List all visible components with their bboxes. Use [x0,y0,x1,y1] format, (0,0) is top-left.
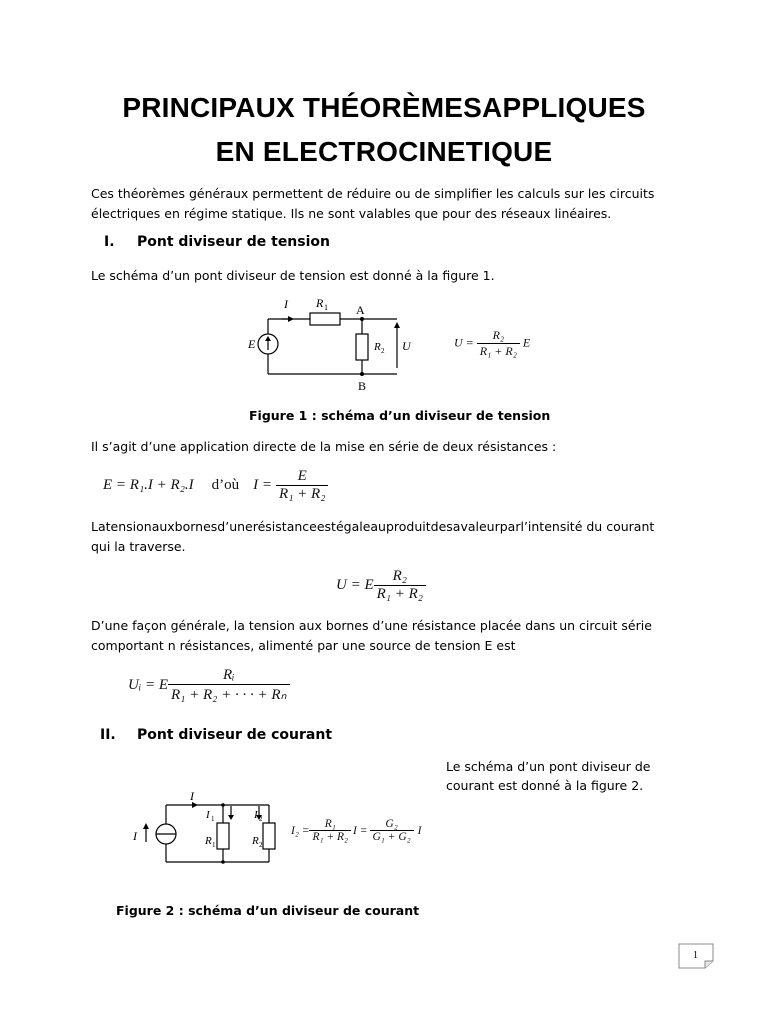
equation-2-numerator: R₂ [392,568,408,584]
formula-2-numerator-2: G₂ [385,818,398,830]
section-2-number: II. [100,727,116,743]
label-r1: R [316,296,324,310]
figure-2-caption: Figure 2 : schéma d’un diviseur de courant [116,903,420,918]
formula-denominator: R₁ + R₂ [477,343,520,359]
equation-1-denominator: R₁ + R₂ [276,485,328,503]
figure-2-formula [291,818,421,843]
label-e: E [248,337,256,351]
label-r2-fig2: R [252,835,259,847]
equation-2-lhs: U = E [336,577,374,593]
formula-2-lhs: I₂ = [291,824,310,837]
formula-numerator: R₂ [492,328,505,342]
intro-line-1: Ces théorèmes généraux permettent de réduire ou de simplifier les calculs sur les circuits [91,186,655,201]
section-2-heading: Pont diviseur de courant [137,727,333,743]
label-r1-fig2-sub: 1 [212,841,216,849]
label-i2: I [254,809,258,821]
tension-paragraph-line-1: Latensionauxbornesd’unerésistanceestégaleauproduitdesavaleurparl’intensité du courant [91,519,655,534]
label-node-a: A [356,303,365,317]
label-u: U [402,339,411,353]
general-paragraph-line-2: comportant n résistances, alimenté par une source de tension E est [91,638,516,653]
page-number-badge [678,943,714,969]
formula-rhs: E [522,335,531,350]
formula-2-mid: I = [353,824,368,837]
section-2-intro-line-1: Le schéma d’un pont diviseur de [446,759,651,774]
series-paragraph: Il s’agit d’une application directe de la mise en série de deux résistances : [91,439,557,454]
formula-2-numerator-1: R₁ [324,818,336,830]
intro-line-2: électriques en régime statique. Ils ne sont valables que pour des réseaux linéaires. [91,206,612,221]
equation-current [103,468,328,503]
current-divider-circuit [128,788,288,870]
label-i: I [284,297,288,311]
equation-general [128,667,290,704]
label-r2: R [374,341,381,353]
label-r2-fig2-sub: 2 [259,841,263,849]
section-1-heading: Pont diviseur de tension [137,234,330,250]
equation-voltage [336,568,426,603]
equation-3-denominator: R₁ + R₂ + · · · + Rₙ [168,684,290,704]
formula-lhs: U = [454,335,474,350]
label-r2-sub: 2 [381,347,385,355]
equation-1-lhs: E = R₁.I + R₂.I [103,477,194,493]
equation-1-connector: d’où [211,477,240,493]
label-i1-sub: 1 [211,815,215,823]
section-1-number: I. [104,234,115,250]
equation-3-lhs: Uᵢ = E [128,677,168,693]
figure-1-caption: Figure 1 : schéma d’un diviseur de tension [249,408,551,423]
equation-3-numerator: Rᵢ [222,667,235,683]
equation-1-lhs2: I = [253,477,273,493]
page-title-line-2: EN ELECTROCINETIQUE [215,136,553,167]
figure-1-formula [454,328,530,359]
label-node-b: B [358,379,367,393]
label-i-source: I [133,829,137,843]
general-paragraph-line-1: D’une façon générale, la tension aux bornes d’une résistance placée dans un circuit série [91,618,652,633]
label-i2-sub: 2 [259,815,263,823]
formula-2-denominator-1: R₁ + R₂ [309,830,351,843]
tension-paragraph-line-2: qui la traverse. [91,539,186,554]
label-r1-sub: 1 [324,303,328,312]
voltage-divider-circuit [240,292,430,398]
label-i1: I [206,809,210,821]
section-2-intro-line-2: courant est donné à la figure 2. [446,778,644,793]
label-r1-fig2: R [205,835,212,847]
equation-1-numerator: E [297,468,307,484]
formula-2-denominator-2: G₁ + G₂ [370,830,414,843]
formula-2-rhs: I [417,824,422,837]
equation-2-denominator: R₁ + R₂ [374,585,426,603]
page-number: 1 [693,950,698,961]
label-i-top: I [190,789,194,803]
page-title-line-1: PRINCIPAUX THÉORÈMESAPPLIQUES [122,92,646,123]
section-1-intro: Le schéma d’un pont diviseur de tension est donné à la figure 1. [91,268,495,283]
